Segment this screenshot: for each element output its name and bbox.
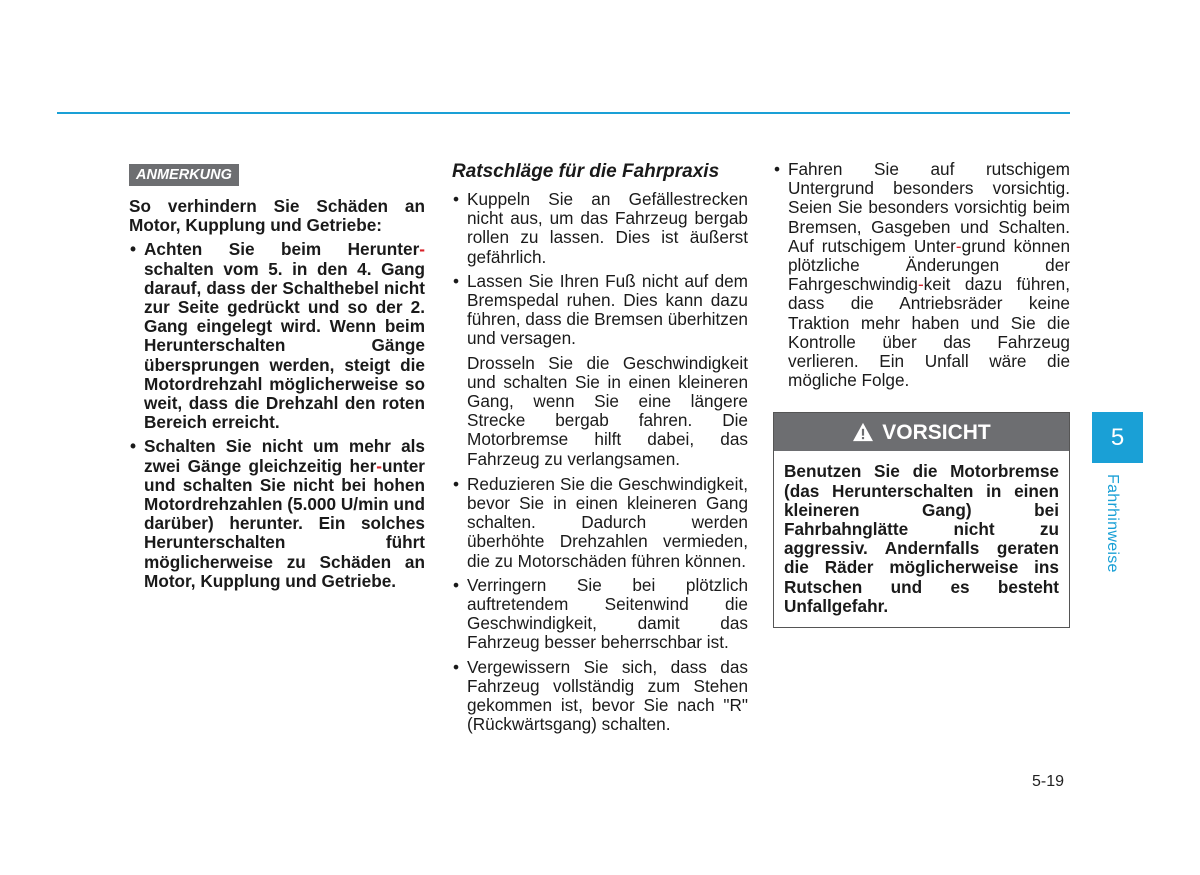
sub-paragraph: Drosseln Sie die Geschwindigkeit und schalten Sie in einen kleineren Gang, wenn Sie eine längere Strecke bergab fahren. Die Motorbremse hilft dabei, das Fahrzeug zu verlangsamen.	[467, 352, 748, 469]
note-text: Schalten Sie nicht um mehr als zwei Gänge gleichzeitig her	[144, 436, 425, 476]
tips-list	[452, 190, 748, 349]
list-item: • Verringern Sie bei plötzlich auftretendem Seitenwind die Geschwindigkeit, damit das Fahrzeug besser beherrschbar ist.	[452, 576, 748, 653]
hyphen-mark: -	[955, 235, 962, 256]
right-column	[773, 160, 1070, 628]
hyphen-mark: -	[917, 274, 924, 295]
list-item: • Kuppeln Sie an Gefällestrecken nicht aus, um das Fahrzeug bergab rollen zu lassen. Dies ist äußerst gefährlich.	[452, 190, 748, 267]
hyphen-mark: -	[419, 239, 425, 260]
list-item: • Reduzieren Sie die Geschwindigkeit, bevor Sie in einen kleineren Gang schalten. Dadurch werden überhöhte Drehzahlen vermieden, die zu Motorschäden führen können.	[452, 475, 748, 571]
tips-list-3	[773, 160, 1070, 390]
caution-header	[774, 413, 1069, 451]
middle-column	[452, 160, 748, 734]
caution-box	[773, 412, 1070, 628]
chapter-label: Fahrhinweise	[1104, 474, 1121, 573]
list-item	[773, 160, 1070, 390]
note-text: Achten Sie beim Herunter	[144, 239, 420, 260]
list-item	[129, 240, 425, 432]
caution-title: VORSICHT	[882, 420, 991, 444]
tips-list-2	[452, 475, 748, 735]
hyphen-mark: -	[376, 455, 383, 476]
list-item: • Lassen Sie Ihren Fuß nicht auf dem Bremspedal ruhen. Dies kann dazu führen, dass die Bremsen überhitzen und versagen.	[452, 272, 748, 349]
note-badge: ANMERKUNG	[129, 164, 239, 186]
tip-text: keit dazu führen, dass die Antriebsräder keine Traktion mehr haben und Sie die Kontrolle über das Fahrzeug verlieren. Ein Unfall wäre die mögliche Folge.	[788, 274, 1070, 391]
list-item	[129, 437, 425, 591]
tip-text: grund können plötzliche Änderungen der Fahrgeschwindig	[788, 235, 1070, 295]
page-number: 5-19	[1032, 773, 1065, 790]
list-item: • Vergewissern Sie sich, dass das Fahrzeug vollständig zum Stehen gekommen ist, bevor Sie nach "R" (Rückwärtsgang) schalten.	[452, 658, 748, 735]
note-text: unter und schalten Sie nicht bei hohen Motordrehzahlen (5.000 U/min und darüber) herunter. Ein solches Herunterschalten führt möglicherweise zu Schäden an Motor, Kupplung und Getriebe.	[144, 455, 425, 591]
note-list	[129, 240, 425, 591]
warning-triangle-icon	[852, 422, 874, 442]
note-intro: So verhindern Sie Schäden an Motor, Kupplung und Getriebe:	[129, 196, 425, 236]
chapter-tab: 5	[1092, 412, 1143, 463]
caution-text: Benutzen Sie die Motorbremse (das Herunterschalten in einen kleineren Gang) bei Fahrbahnglätte nicht zu aggressiv. Andernfalls geraten die Räder möglicherweise ins Rutschen und es besteht Unfallgefahr.	[784, 461, 1059, 616]
note-text: schalten vom 5. in den 4. Gang darauf, dass der Schalthebel nicht zur Seite gedrückt und so der 2. Gang eingelegt wird. Wenn beim Herunterschalten Gänge übersprungen werden, steigt die Motordrehzahl möglicherweise so weit, dass die Drehzahl den roten Bereich erreicht.	[144, 258, 425, 433]
section-heading: Ratschläge für die Fahrpraxis	[452, 161, 720, 182]
tip-text: Fahren Sie auf rutschigem Untergrund besonders vorsichtig. Seien Sie besonders vorsichtig beim Bremsen, Gasgeben und Schalten. Auf rutschigem Unter	[788, 159, 1070, 256]
header-rule	[57, 112, 1070, 114]
left-column	[129, 160, 425, 591]
